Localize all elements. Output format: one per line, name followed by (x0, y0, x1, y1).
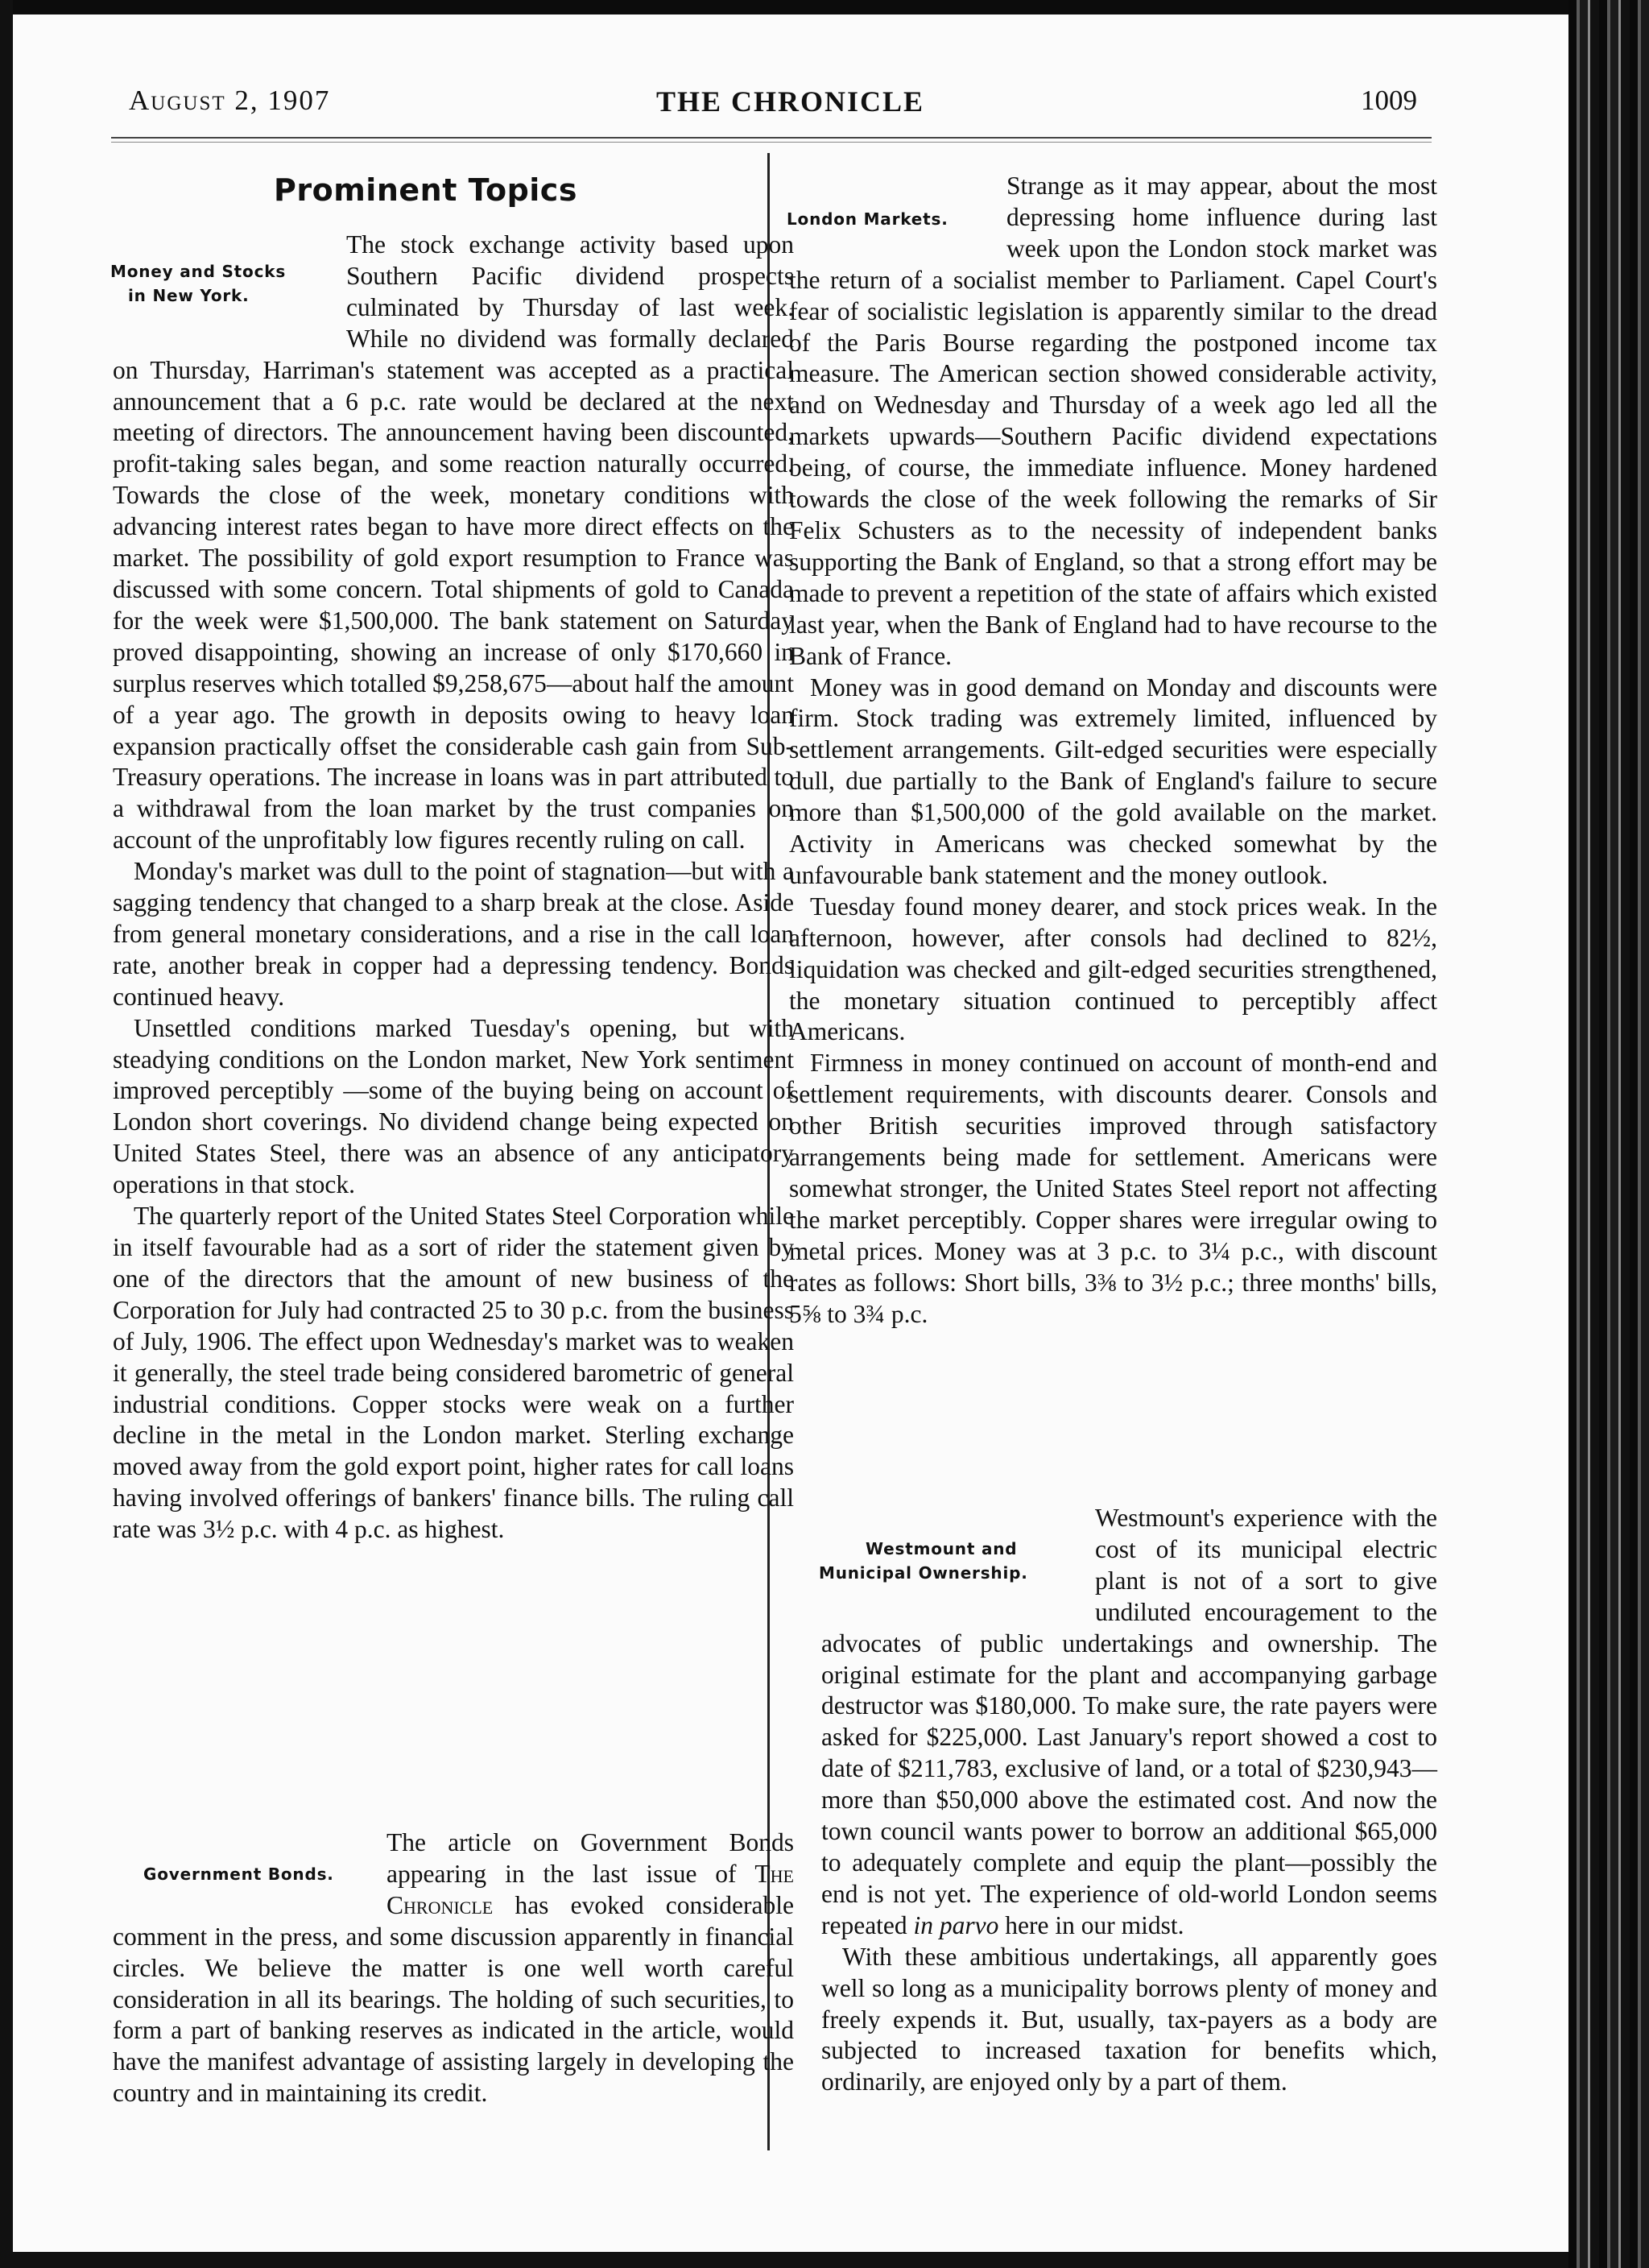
right-column-westmount (821, 1503, 1437, 2098)
sidehead-space (113, 230, 346, 352)
publication-name: The Chronicle (386, 1859, 794, 1919)
header-date: August 2, 1907 (129, 85, 331, 116)
paragraph-money-stocks-3: Unsettled conditions marked Tuesday's opening, but with steadying conditions on the London market, New York sentiment improved perceptibly —some of the buying being on account of London short coverings. No dividend change being expected on United States Steel, there was an absence of any anticipatory operations in that stock. (113, 1013, 794, 1199)
header-rule (111, 137, 1432, 139)
right-column (789, 171, 1437, 1331)
left-column-bonds (113, 1827, 794, 2109)
header-title: THE CHRONICLE (656, 85, 925, 118)
sidehead-line: Westmount and (866, 1539, 1018, 1558)
header-page-number: 1009 (1361, 85, 1417, 116)
paragraph-money-stocks-2: Monday's market was dull to the point of stagnation—but with a sagging tendency that changed to a sharp break at the close. Aside from general monetary considerations, and a rise in the call loan rate, another break in copper had a depressing tendency. Bonds continued heavy. (113, 857, 794, 1011)
text-run: here in our midst. (998, 1910, 1184, 1939)
paragraph-london-1: Strange as it may appear, about the most depressing home influence during last week upon the London stock market was the return of a socialist member to Parliament. Capel Court's fear of socialistic legislation is apparently similar to the dread of the Paris Bourse regarding the postponed income tax measure. The American section showed considerable activity, and on Wednesday and Thursday of a week ago led all the markets upwards—Southern Pacific dividend expectations being, of course, the immediate influence. Money hardened towards the close of the week following the remarks of Sir Felix Schusters as to the necessity of independent banks supporting the Bank of England, so that a strong effort may be made to prevent a repetition of the state of affairs which existed last year, when the Bank of England had to have recourse to the Bank of France. (789, 172, 1437, 670)
sidehead-space (789, 171, 1006, 263)
left-column (113, 230, 794, 1546)
paragraph-westmount-2: With these ambitious undertakings, all apparently goes well so long as a municipality borrows plenty of money and freely expends it. But, usually, tax-payers as a body are subjected to increased taxation for benefits which, ordinarily, are enjoyed only by a part of them. (821, 1942, 1437, 2096)
sidehead-line: in New York. (128, 286, 250, 305)
sidehead-line: London Markets. (787, 209, 948, 229)
sidehead-line: Municipal Ownership. (819, 1563, 1028, 1583)
scan-border-top (0, 0, 1649, 14)
scan-border-left (0, 0, 13, 2268)
book-binding-edge (1568, 0, 1649, 2268)
italic-phrase: in parvo (913, 1910, 999, 1939)
header-rule-thin (111, 142, 1432, 143)
text-run: Westmount's experience with the cost of its municipal electric plant is not of a sort to give undiluted encouragement to the advocates of public undertakings and ownership. The original estimate for the plant and accompanying garbage destructor was $180,000. To make sure, the rate payers were asked for $225,000. Last January's report showed a cost to date of $211,783, exclusive of land, or a total of $230,943—more than $50,000 above the estimated cost. And now the town council wants power to borrow an additional $65,000 to adequately complete and equip the plant—possibly the end is not yet. The experience of old-world London seems repeated (821, 1504, 1437, 1939)
sidehead-space (113, 1827, 386, 1920)
section-title: Prominent Topics (274, 172, 577, 208)
paragraph-money-stocks-1: The stock exchange activity based upon Southern Pacific dividend prospects culminated by Thursday of last week. While no dividend was formally declared on Thursday, Harriman's statement was accepted as a practical announcement that a 6 p.c. rate would be declared at the next meeting of directors. The announcement having been discounted, profit-taking sales began, and some reaction naturally occurred. Towards the close of the week, monetary conditions with advancing interest rates began to have more direct effects on the market. The possibility of gold export resumption to France was discussed with some concern. Total shipments of gold to Canada for the week were $1,500,000. The bank statement on Saturday proved disappointing, showing an increase of only $170,660 in surplus reserves which totalled $9,258,675—about half the amount of a year ago. The growth in deposits owing to heavy loan expansion practically offset the considerable cash gain from Sub-Treasury operations. The increase in loans was in part attributed to a withdrawal from the loan market by the trust companies on account of the unprofitably low figures recently ruling on call. (113, 230, 794, 855)
sidehead-line: Money and Stocks (110, 262, 287, 281)
text-run: The article on Government Bonds appearing in the last issue of (386, 1828, 794, 1888)
paragraph-money-stocks-4: The quarterly report of the United States Steel Corporation while in itself favourable had as a sort of rider the statement given by one of the directors that the amount of new business of the Corporation for July had contracted 25 to 30 p.c. from the business of July, 1906. The effect upon Wednesday's market was to weaken it generally, the steel trade being considered barometric of general industrial conditions. Copper stocks were weak on a further decline in the metal in the London market. Sterling exchange moved away from the gold export point, higher rates for call loans having involved offerings of bankers' finance bills. The ruling call rate was 3½ p.c. with 4 p.c. as highest. (113, 1202, 794, 1544)
sidehead-space (821, 1503, 1095, 1625)
paragraph-london-2: Money was in good demand on Monday and discounts were firm. Stock trading was extremely limited, influenced by settlement arrangements. Gilt-edged securities were especially dull, due partially to the Bank of England's failure to secure more than $1,500,000 of the gold available on the market. Activity in Americans was checked somewhat by the unfavourable bank statement and the money outlook. (789, 673, 1437, 889)
text-run: has evoked considerable comment in the press, and some discussion apparently in financial circles. We believe the matter is one well worth careful consideration in all its bearings. The holding of such securities, to form a part of banking reserves as indicated in the article, would have the manifest advantage of assisting largely in developing the country and in maintaining its credit. (113, 1890, 794, 2108)
scan-border-bottom (0, 2252, 1649, 2268)
sidehead-line: Government Bonds. (143, 1864, 334, 1884)
paragraph-london-4: Firmness in money continued on account of month-end and settlement requirements, with discounts dearer. Consols and other British securities improved through satisfactory arrangements being made for settlement. Americans were somewhat stronger, the United States Steel report not affecting the market perceptibly. Copper shares were irregular owing to metal prices. Money was at 3 p.c. to 3¼ p.c., with discount rates as follows: Short bills, 3⅜ to 3½ p.c.; three months' bills, 5⅝ to 3¾ p.c. (789, 1049, 1437, 1328)
paragraph-london-3: Tuesday found money dearer, and stock prices weak. In the afternoon, however, after consols had declined to 82½, liquidation was checked and gilt-edged securities strengthened, the monetary situation continued to perceptibly affect Americans. (789, 892, 1437, 1046)
